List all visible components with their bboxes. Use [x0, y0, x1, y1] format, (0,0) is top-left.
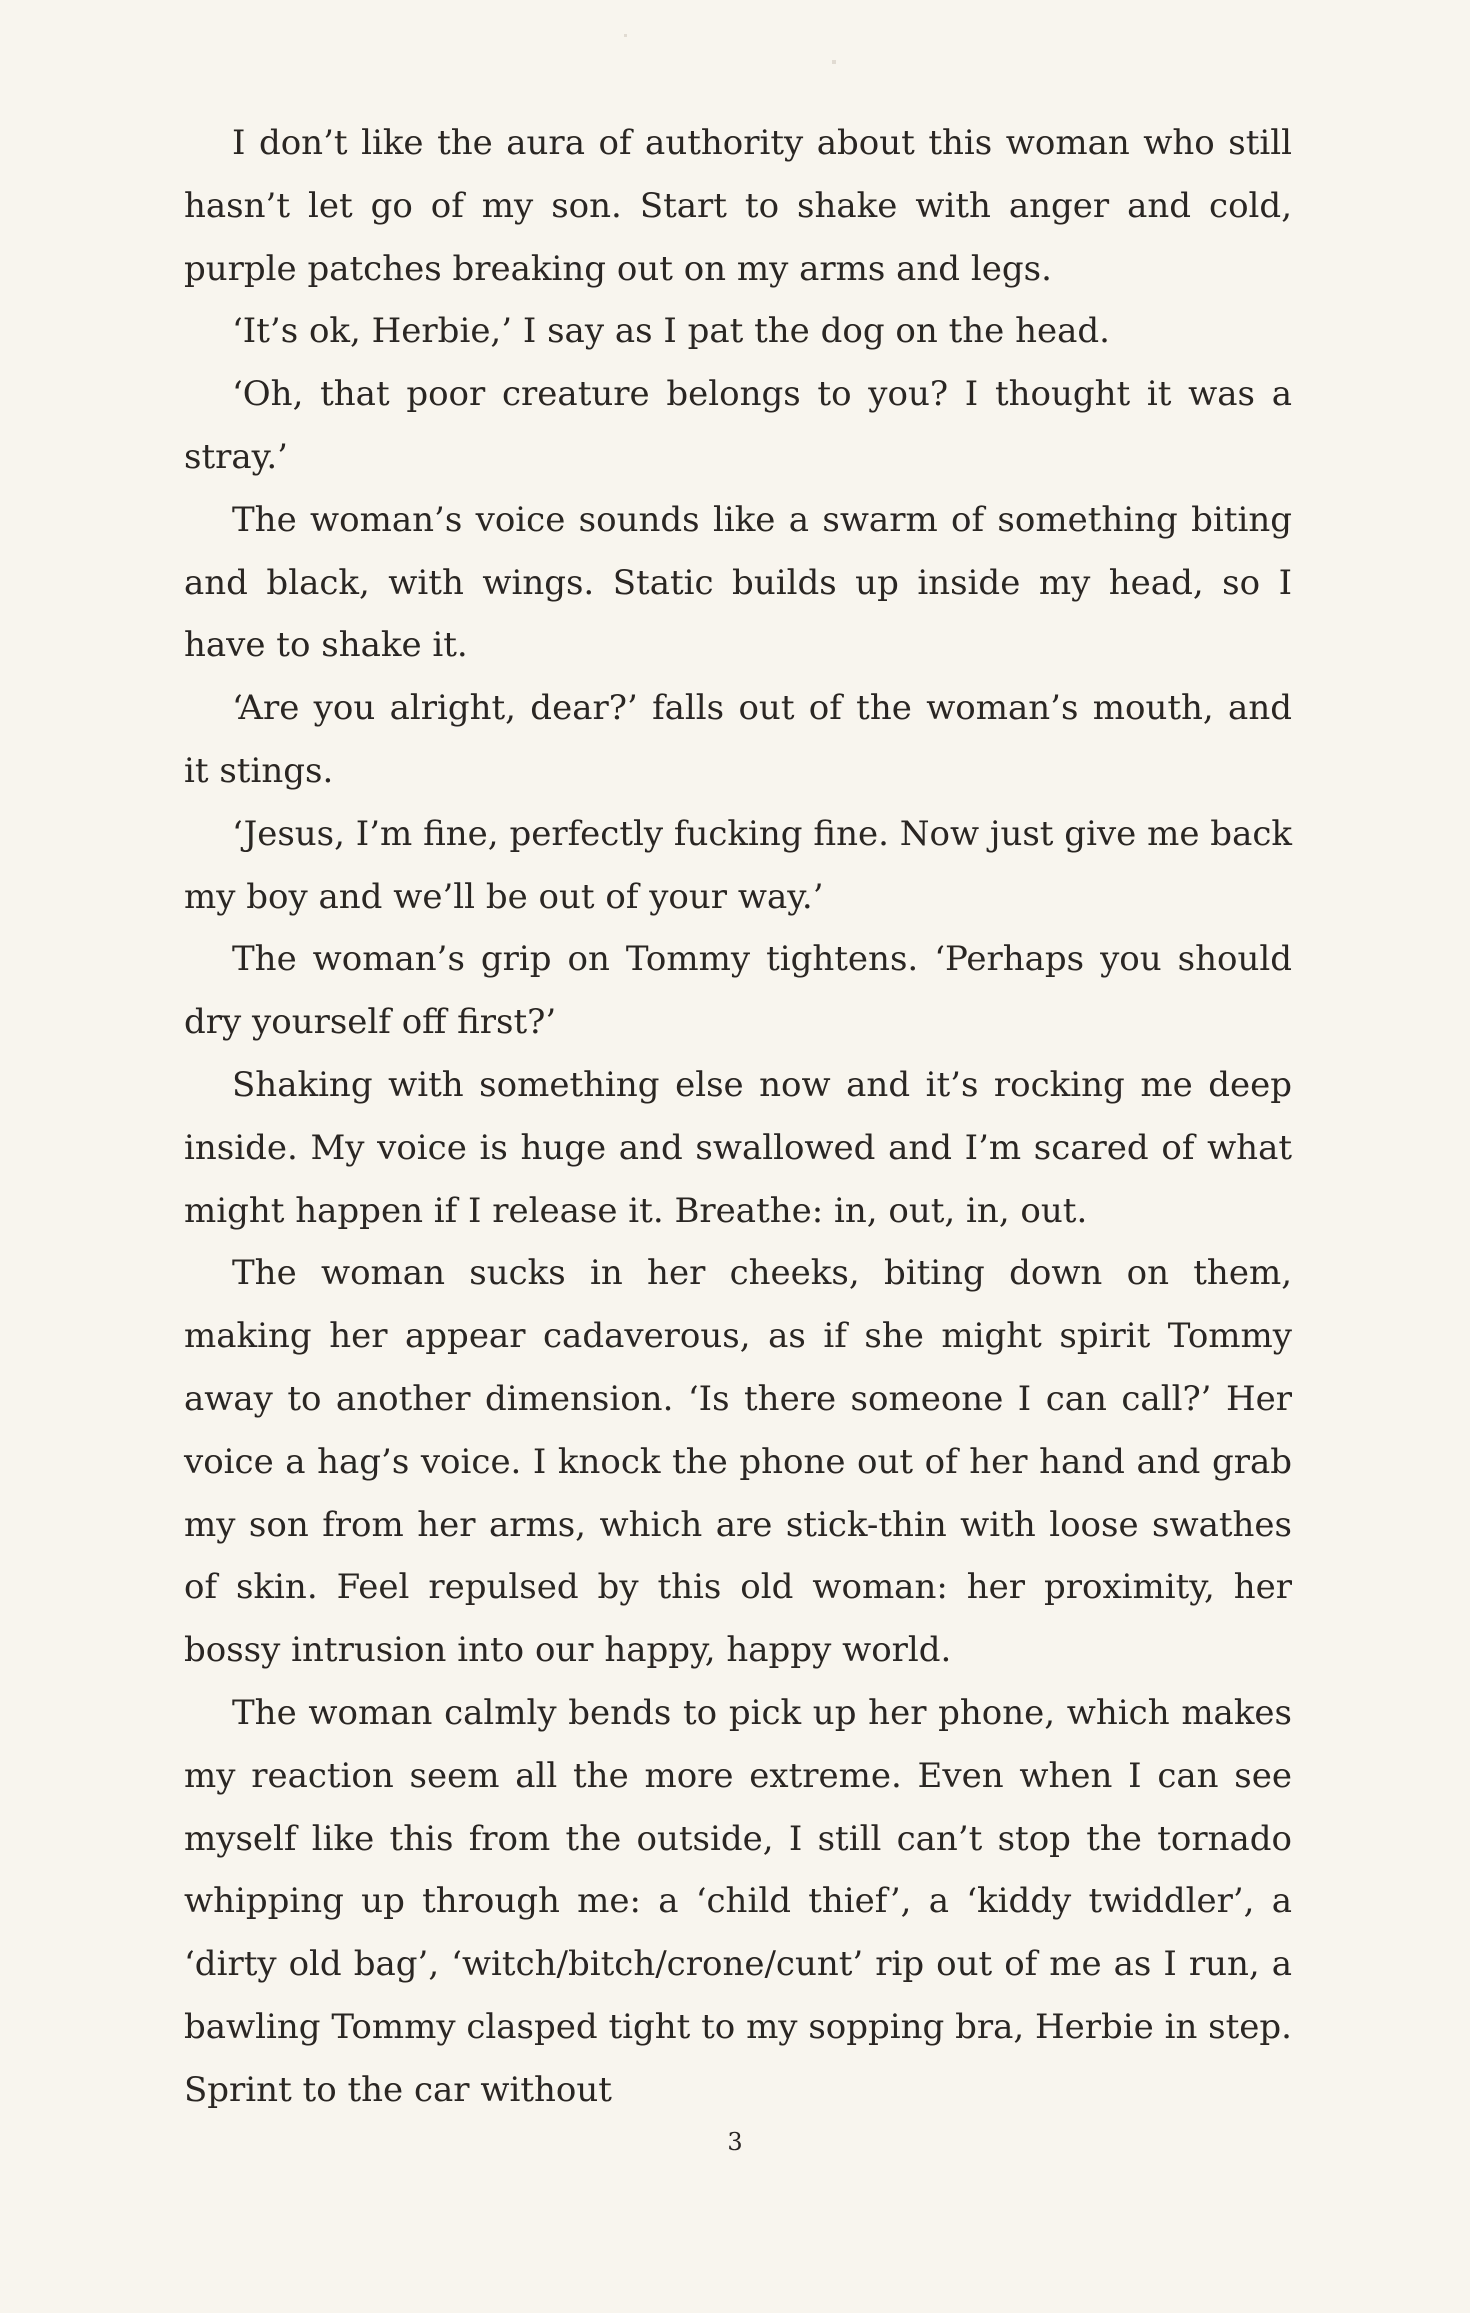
paragraph: The woman calmly bends to pick up her phone, which makes my reaction seem all the more extreme. Even when I can see myself like this from the outside, I still can’t stop the tornado whipping up through me: a ‘child thief’, a ‘kiddy twiddler’, a ‘dirty old bag’, ‘witch/bitch/crone/cunt’ rip out of me as I run, a bawling Tommy clasped tight to my sopping bra, Herbie in step. Sprint to the car without: [184, 1692, 1292, 2110]
scan-speck: [832, 60, 836, 64]
page-number: 3: [727, 2128, 743, 2156]
paragraph: I don’t like the aura of authority about this woman who still hasn’t let go of my son. Start to shake with anger and cold, purple patches breaking out on my arms and legs.: [184, 123, 1292, 289]
paragraph: ‘Jesus, I’m fine, perfectly fucking fine. Now just give me back my boy and we’ll be out of your way.’: [184, 813, 1292, 917]
paragraph: ‘Oh, that poor creature belongs to you? I thought it was a stray.’: [184, 374, 1292, 477]
body-text: [184, 112, 1292, 2122]
paragraph: The woman’s grip on Tommy tightens. ‘Perhaps you should dry yourself off first?’: [184, 939, 1292, 1043]
paragraph: The woman sucks in her cheeks, biting down on them, making her appear cadaverous, as if she might spirit Tommy away to another dimension. ‘Is there someone I can call?’ Her voice a hag’s voice. I knock the phone out of her hand and grab my son from her arms, which are stick-thin with loose swathes of skin. Feel repulsed by this old woman: her proximity, her bossy intrusion into our happy, happy world.: [184, 1253, 1292, 1671]
scan-speck: [624, 34, 627, 37]
paragraph: Shaking with something else now and it’s rocking me deep inside. My voice is huge and swallowed and I’m scared of what might happen if I release it. Breathe: in, out, in, out.: [184, 1064, 1292, 1231]
paragraph: ‘It’s ok, Herbie,’ I say as I pat the dog on the head.: [232, 311, 1110, 352]
paragraph: ‘Are you alright, dear?’ falls out of the woman’s mouth, and it stings.: [184, 688, 1292, 791]
paragraph: The woman’s voice sounds like a swarm of something biting and black, with wings. Static builds up inside my head, so I have to shake it.: [184, 499, 1292, 666]
